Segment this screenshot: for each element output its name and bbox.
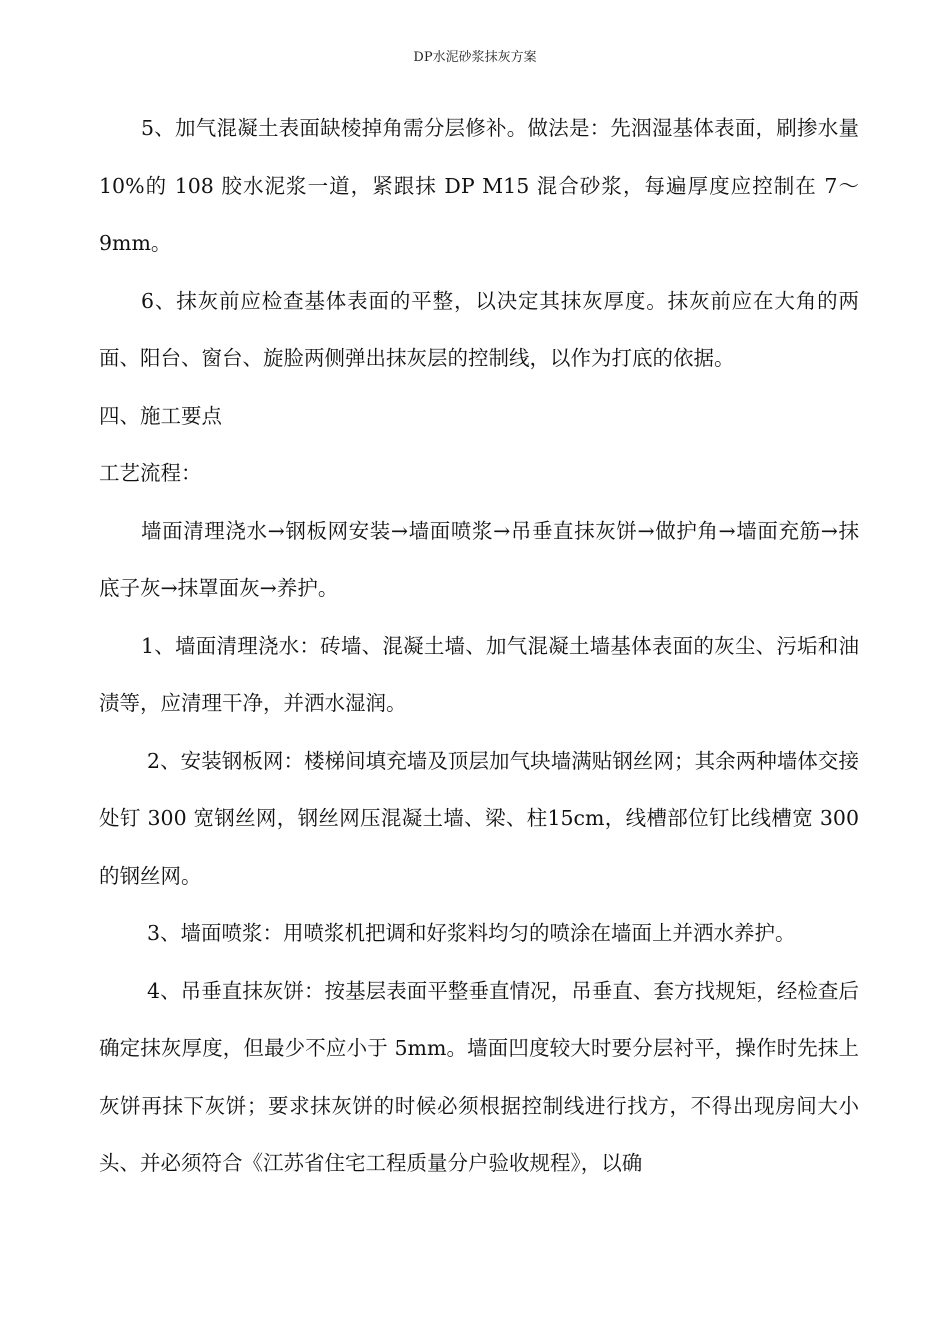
- page-header: DP水泥砂浆抹灰方案: [413, 50, 537, 65]
- process-flow-paragraph: 墙面清理浇水→钢板网安装→墙面喷浆→吊垂直抹灰饼→做护角→墙面充筋→抹底子灰→抹罩面灰→养护。: [99, 518, 859, 600]
- section-heading: 四、施工要点: [99, 403, 222, 428]
- step-4-paragraph: 4、吊垂直抹灰饼：按基层表面平整垂直情况，吊垂直、套方找规矩，经检查后确定抹灰厚度，但最少不应小于 5mm。墙面凹度较大时要分层衬平，操作时先抹上灰饼再抹下灰饼；要求抹灰饼的时候必须根据控制线进行找方，不得出现房间大小头、并必须符合《江苏省住宅工程质量分户验收规程》，以确: [99, 978, 859, 1175]
- step-1-paragraph: 1、墙面清理浇水：砖墙、混凝土墙、加气混凝土墙基体表面的灰尘、污垢和油渍等，应清理干净，并洒水湿润。: [99, 633, 859, 715]
- step-3-paragraph: 3、墙面喷浆：用喷浆机把调和好浆料均匀的喷涂在墙面上并洒水养护。: [147, 921, 796, 945]
- paragraph-item-5: 5、加气混凝土表面缺棱掉角需分层修补。做法是：先洇湿基体表面，刷掺水量 10%的 108 胶水泥浆一道，紧跟抹 DP M15 混合砂浆，每遍厚度应控制在 7～9mm。: [99, 116, 859, 255]
- document-body: [99, 100, 859, 1193]
- subsection-heading: 工艺流程：: [99, 461, 202, 485]
- step-2-paragraph: 2、安装钢板网：楼梯间填充墙及顶层加气块墙满贴钢丝网；其余两种墙体交接处钉 300 宽钢丝网，钢丝网压混凝土墙、梁、柱15cm，线槽部位钉比线槽宽 300 的钢丝网。: [99, 748, 859, 888]
- paragraph-item-6: 6、抹灰前应检查基体表面的平整，以决定其抹灰厚度。抹灰前应在大角的两面、阳台、窗台、旋脸两侧弹出抹灰层的控制线，以作为打底的依据。: [99, 288, 859, 370]
